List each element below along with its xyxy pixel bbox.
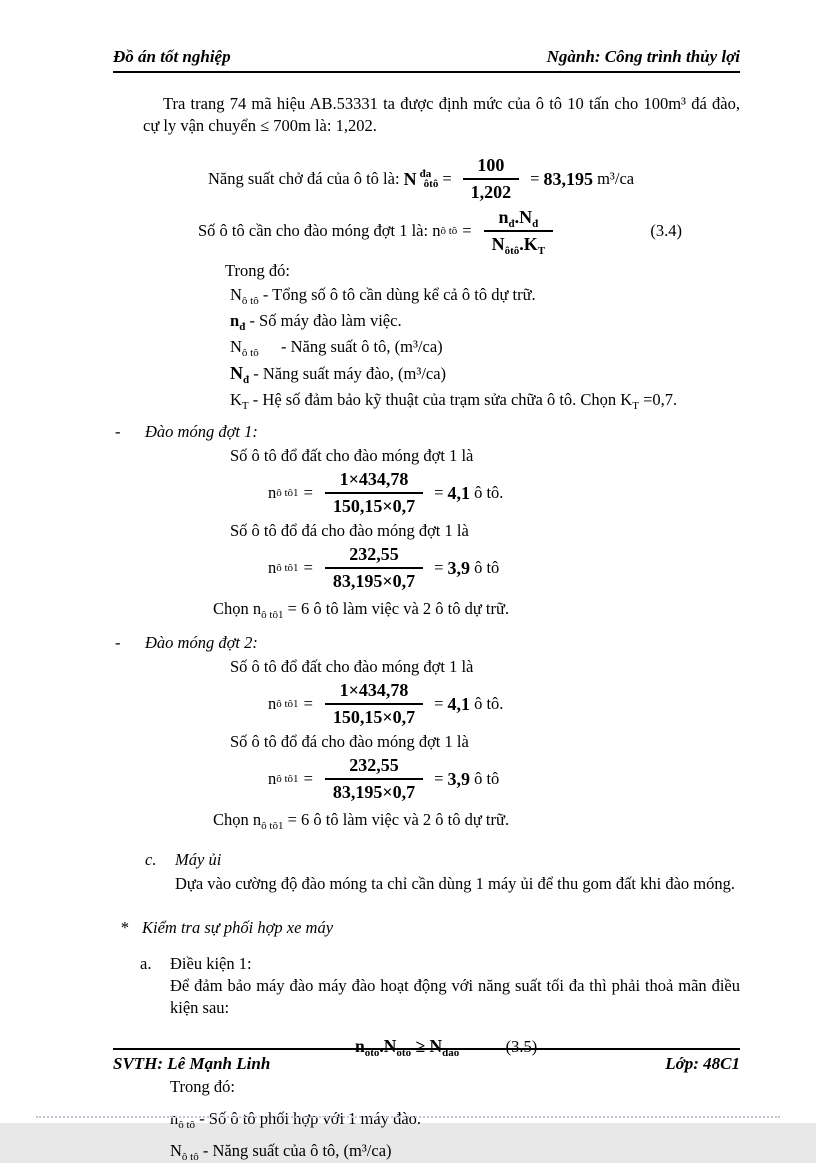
equals-sign: =	[434, 482, 444, 502]
equals-sign: =	[303, 482, 313, 502]
formula-3-4	[198, 206, 740, 256]
page-content	[113, 46, 740, 1162]
result: 4,1	[447, 693, 470, 714]
formula-lhs-sup: đa	[419, 167, 432, 180]
fraction	[325, 679, 423, 729]
equals-sign: =	[462, 220, 472, 240]
formula-result: 83,195	[543, 168, 593, 189]
dash-bullet: -	[115, 632, 121, 652]
item-title: Máy ủi	[175, 849, 222, 869]
statement-da: Số ô tô đổ đá cho đào móng đợt 1 là	[230, 731, 469, 751]
condition-label: a.	[140, 953, 152, 973]
fraction-denominator: 1,202	[470, 181, 512, 202]
condition-body: Để đảm bảo máy đào máy đào hoạt động với năng suất tối đa thì phải thoả mãn điều kiện sau:	[170, 975, 740, 1017]
term-description: - Năng suất máy đào, (m³/ca)	[253, 363, 447, 383]
section-title: Đào móng đợt 1:	[145, 421, 258, 441]
definition-row	[230, 387, 740, 413]
statement-dat: Số ô tô đổ đất cho đào móng đợt 1 là	[230, 445, 474, 465]
fraction-denominator: 83,195×0,7	[332, 781, 416, 802]
definition-row	[230, 282, 740, 308]
equals-sign: =	[442, 168, 452, 188]
term-description: - Năng suất của ô tô, (m³/ca)	[202, 1140, 392, 1160]
term: $n_đ$	[230, 310, 246, 333]
definition-row	[170, 1140, 740, 1162]
equation-dat-dot2	[268, 679, 740, 729]
term: $N_{ô tô}$	[230, 284, 259, 307]
term-description: - Số ô tô phối hợp với 1 máy đào.	[199, 1108, 422, 1128]
dash-bullet: -	[115, 421, 121, 441]
fraction	[325, 754, 423, 804]
section-dot2-heading	[113, 632, 740, 654]
unit: ô tô	[474, 768, 500, 788]
footer-student: SVTH: Lê Mạnh Linh	[113, 1054, 271, 1073]
chon-statement-dot1: Chọn $n_{ô tô1} = 6$ ô tô làm việc và 2 ô tô dự trữ.	[213, 598, 510, 621]
statement-da: Số ô tô đổ đá cho đào móng đợt 1 là	[230, 520, 469, 540]
definition-row	[230, 360, 740, 387]
result: 3,9	[447, 557, 470, 578]
equals-sign: =	[530, 168, 540, 188]
equals-sign: =	[303, 693, 313, 713]
result: 3,9	[447, 768, 470, 789]
formula-label: Năng suất chở đá của ô tô là:	[208, 168, 400, 188]
lhs-sub: ô tô1	[276, 772, 299, 785]
where-title: Trong đó:	[225, 260, 290, 280]
term-description: - Số máy đào làm việc.	[249, 310, 402, 330]
formula-lhs-sub: ôtô	[423, 177, 439, 190]
formula-lhs-sub: ô tô	[440, 224, 458, 237]
term: $K_T$	[230, 389, 249, 412]
equals-sign: =	[434, 693, 444, 713]
formula-lhs-base: N	[403, 168, 417, 189]
item-c-heading	[145, 849, 740, 871]
section-dot1-heading	[113, 421, 740, 443]
fraction-numerator: $n_đ.N_đ$	[484, 206, 554, 232]
term: $N_đ$	[230, 362, 250, 386]
equation-da-dot2	[268, 754, 740, 804]
check-heading	[120, 917, 740, 939]
formula-3-5: $n_{ôtô}.N_{ôtô} \ge N_{đào}$ (3.5)	[355, 1035, 538, 1059]
statement-dat: Số ô tô đổ đất cho đào móng đợt 1 là	[230, 656, 474, 676]
section-title: Đào móng đợt 2:	[145, 632, 258, 652]
condition-heading	[140, 953, 740, 975]
lhs-sub: ô tô1	[276, 486, 299, 499]
equals-sign: =	[303, 557, 313, 577]
fraction	[463, 154, 520, 204]
page-header	[113, 46, 740, 73]
condition-title: Điều kiện 1:	[170, 953, 252, 973]
formula-lhs-base: n	[432, 220, 441, 240]
where-title: Trong đó:	[170, 1076, 235, 1096]
equation-number: (3.4)	[650, 220, 682, 240]
result: 4,1	[447, 482, 470, 503]
lhs-sub: ô tô1	[276, 561, 299, 574]
term-description: - Hệ số đảm bảo kỹ thuật của trạm sửa chữa ô tô. Chọn $K_T =0,7$.	[252, 389, 678, 412]
definition-row	[170, 1108, 740, 1130]
unit: ô tô.	[474, 482, 504, 502]
chon-statement-dot2: Chọn $n_{ô tô1} = 6$ ô tô làm việc và 2 ô tô dự trữ.	[213, 809, 510, 832]
fraction-numerator: 100	[463, 154, 520, 180]
check-title: Kiểm tra sự phối hợp xe máy	[142, 917, 334, 937]
equation-dat-dot1	[268, 468, 740, 518]
fraction-numerator: 232,55	[325, 543, 423, 569]
item-label: c.	[145, 849, 157, 869]
equals-sign: =	[434, 557, 444, 577]
lhs-sub: ô tô1	[276, 697, 299, 710]
unit: ô tô	[474, 557, 500, 577]
term: $n_{ô tô}$	[170, 1108, 196, 1131]
equals-sign: =	[303, 768, 313, 788]
header-left-title: Đồ án tốt nghiệp	[113, 47, 231, 66]
lhs-base: n	[268, 557, 277, 577]
page-boundary-dots	[36, 1116, 780, 1118]
formula-label: Số ô tô cần cho đào móng đợt 1 là:	[198, 220, 429, 240]
equation-da-dot1	[268, 543, 740, 593]
fraction-denominator: 83,195×0,7	[332, 570, 416, 591]
lhs-base: n	[268, 693, 277, 713]
formula-unit: m³/ca	[597, 168, 635, 188]
term-description: - Tổng số ô tô cần dùng kể cả ô tô dự trữ.	[262, 284, 536, 304]
fraction-numerator: 1×434,78	[325, 468, 423, 494]
footer-class: Lớp: 48C1	[665, 1054, 740, 1073]
intro-paragraph: Tra trang 74 mã hiệu AB.53331 ta được định mức của ô tô 10 tấn cho 100m³ đá đào, cự ly vận chuyển ≤ 700m là: 1,202.	[143, 94, 740, 135]
fraction-denominator: 150,15×0,7	[332, 495, 416, 516]
equals-sign: =	[434, 768, 444, 788]
term: $N_{ô tô}$	[170, 1140, 199, 1163]
unit: ô tô.	[474, 693, 504, 713]
fraction	[325, 468, 423, 518]
lhs-base: n	[268, 768, 277, 788]
fraction	[484, 206, 554, 256]
lhs-base: n	[268, 482, 277, 502]
formula-nang-suat	[208, 154, 740, 204]
equation-number: (3.5)	[505, 1036, 538, 1056]
definition-row	[230, 334, 740, 360]
fraction-numerator: 1×434,78	[325, 679, 423, 705]
page-footer	[113, 1048, 740, 1075]
term: $N_{ô tô}$	[230, 336, 259, 359]
header-right-title: Ngành: Công trình thủy lợi	[546, 47, 740, 66]
fraction	[325, 543, 423, 593]
fraction-numerator: 232,55	[325, 754, 423, 780]
fraction-denominator: $N_{ôtô}.K_T$	[491, 233, 546, 257]
fraction-denominator: 150,15×0,7	[332, 706, 416, 727]
item-c-body: Dựa vào cường độ đào móng ta chỉ cần dùng 1 máy ủi để thu gom đất khi đào móng.	[175, 873, 736, 893]
star-bullet: *	[120, 917, 129, 937]
definition-row	[230, 308, 740, 334]
formula-lhs-scripts	[418, 169, 439, 189]
term-description: - Năng suất ô tô, (m³/ca)	[280, 336, 443, 356]
